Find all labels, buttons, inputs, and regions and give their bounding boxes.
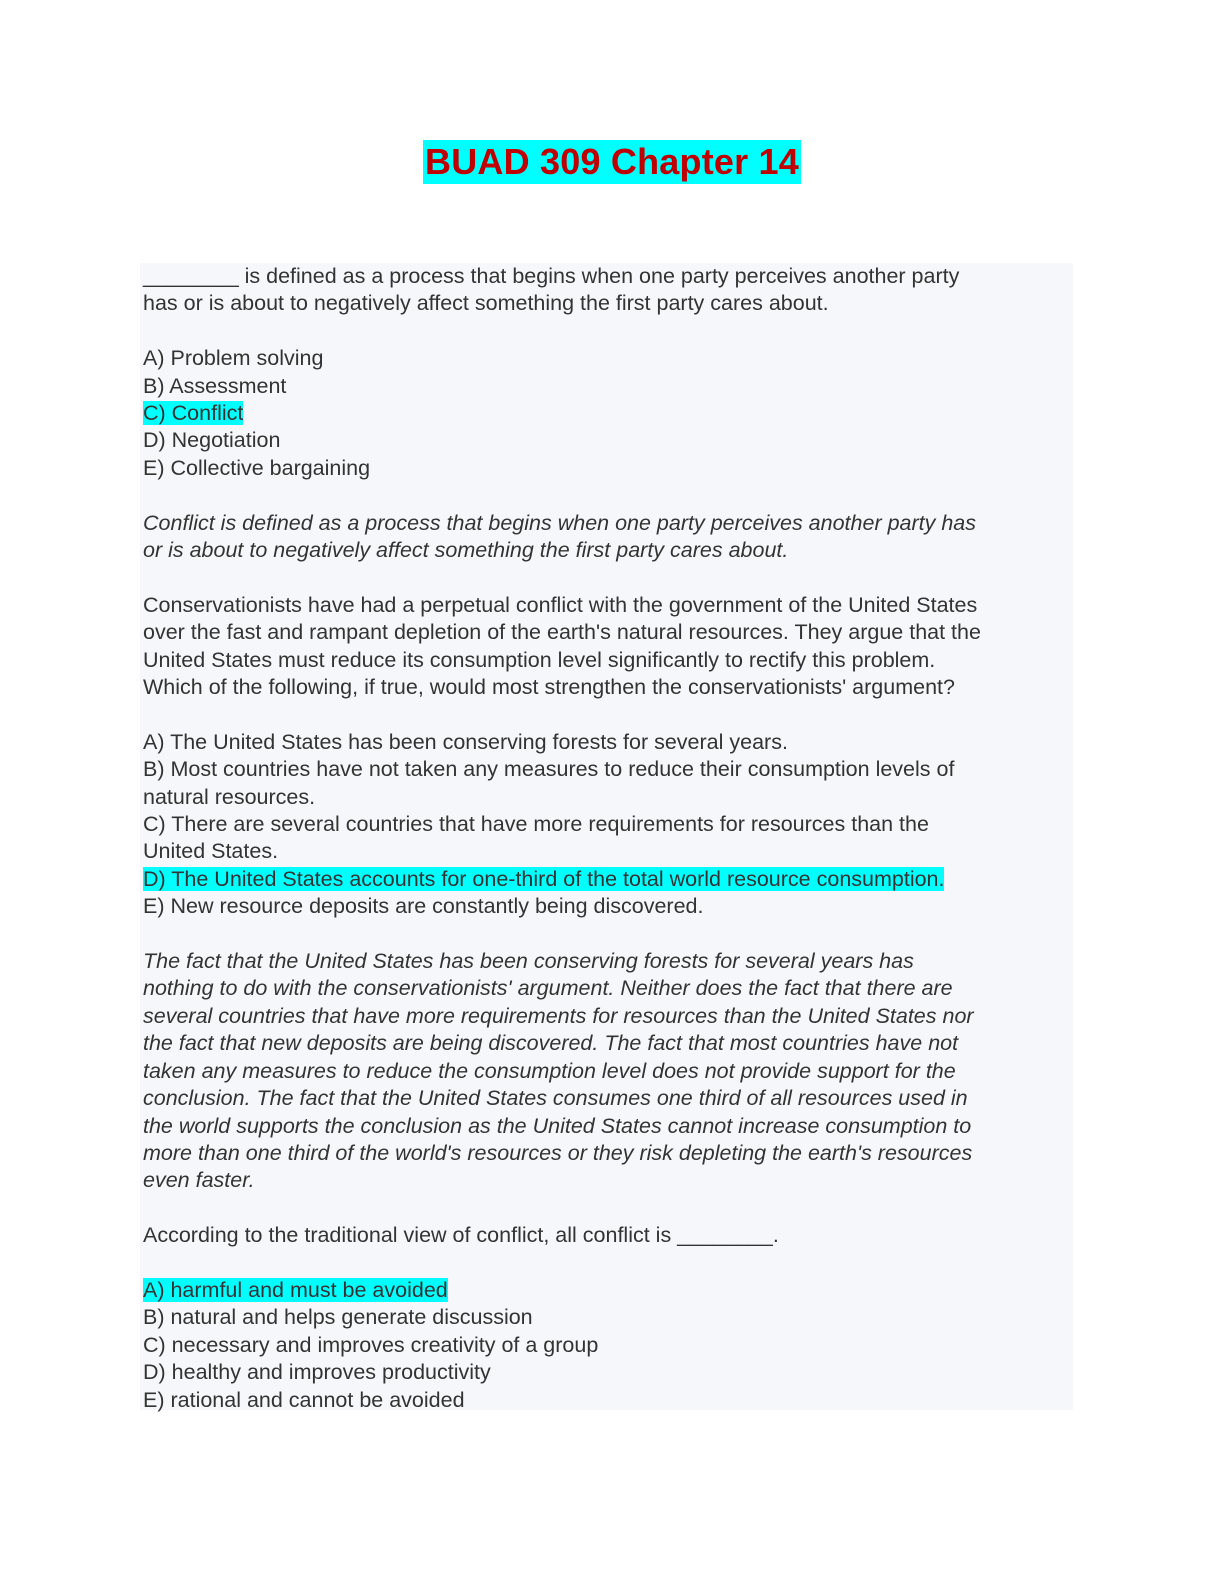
explanation	[143, 948, 1073, 1195]
question-stem	[143, 592, 1073, 702]
option-b-continued: natural resources.	[143, 784, 316, 809]
title-container	[0, 140, 1224, 184]
stem-line: Which of the following, if true, would most strengthen the conservationists' argument?	[143, 675, 955, 700]
explanation-line: even faster.	[143, 1168, 255, 1193]
option-b: B) Assessment	[143, 373, 287, 398]
answer-options	[143, 1277, 1073, 1414]
question-1	[143, 263, 1073, 564]
answer-options	[143, 729, 1073, 921]
option-c-correct	[143, 400, 1073, 427]
option-d: D) Negotiation	[143, 428, 281, 453]
explanation-line: several countries that have more requirements for resources than the United States nor	[143, 1003, 974, 1028]
option-e: E) Collective bargaining	[143, 455, 371, 480]
explanation-line: conclusion. The fact that the United States consumes one third of all resources used in	[143, 1086, 968, 1111]
option-a-correct	[143, 1277, 1073, 1304]
explanation-line: the world supports the conclusion as the United States cannot increase consumption to	[143, 1113, 972, 1138]
option-a: A) Problem solving	[143, 346, 324, 371]
stem-line: ________ is defined as a process that begins when one party perceives another party	[143, 264, 960, 288]
page-title: BUAD 309 Chapter 14	[425, 141, 799, 182]
answer-highlight: D) The United States accounts for one-third of the total world resource consumption.	[143, 866, 945, 891]
option-e: E) rational and cannot be avoided	[143, 1387, 465, 1412]
option-d-correct	[143, 866, 1073, 893]
question-stem	[143, 263, 1073, 318]
explanation-line: The fact that the United States has been conserving forests for several years has	[143, 949, 914, 974]
stem-line: has or is about to negatively affect something the first party cares about.	[143, 291, 829, 316]
question-2	[143, 592, 1073, 1195]
stem-line: over the fast and rampant depletion of the earth's natural resources. They argue that the	[143, 620, 981, 645]
option-c-continued: United States.	[143, 839, 279, 864]
stem-line: Conservationists have had a perpetual conflict with the government of the United States	[143, 592, 978, 617]
stem-line: United States must reduce its consumption level significantly to rectify this problem.	[143, 647, 936, 672]
option-b: B) natural and helps generate discussion	[143, 1305, 533, 1330]
explanation-line: the fact that new deposits are being discovered. The fact that most countries have not	[143, 1031, 959, 1056]
option-d: D) healthy and improves productivity	[143, 1360, 491, 1385]
stem-line: According to the traditional view of conflict, all conflict is ________.	[143, 1223, 779, 1248]
question-stem	[143, 1222, 1073, 1249]
option-b: B) Most countries have not taken any measures to reduce their consumption levels of	[143, 757, 955, 782]
question-panel	[140, 263, 1073, 1410]
explanation-line: or is about to negatively affect something the first party cares about.	[143, 538, 789, 563]
answer-highlight: C) Conflict	[143, 401, 244, 426]
option-e: E) New resource deposits are constantly being discovered.	[143, 894, 704, 919]
explanation	[143, 510, 1073, 565]
option-a: A) The United States has been conserving forests for several years.	[143, 729, 788, 754]
explanation-line: Conflict is defined as a process that begins when one party perceives another party has	[143, 510, 977, 535]
answer-options	[143, 345, 1073, 482]
explanation-line: nothing to do with the conservationists' argument. Neither does the fact that there are	[143, 976, 953, 1001]
option-c: C) necessary and improves creativity of a group	[143, 1332, 599, 1357]
explanation-line: more than one third of the world's resources or they risk depleting the earth's resources	[143, 1140, 973, 1165]
explanation-line: taken any measures to reduce the consumption level does not provide support for the	[143, 1058, 956, 1083]
question-3	[143, 1222, 1073, 1414]
answer-highlight: A) harmful and must be avoided	[143, 1277, 448, 1302]
option-c: C) There are several countries that have more requirements for resources than the	[143, 812, 929, 837]
